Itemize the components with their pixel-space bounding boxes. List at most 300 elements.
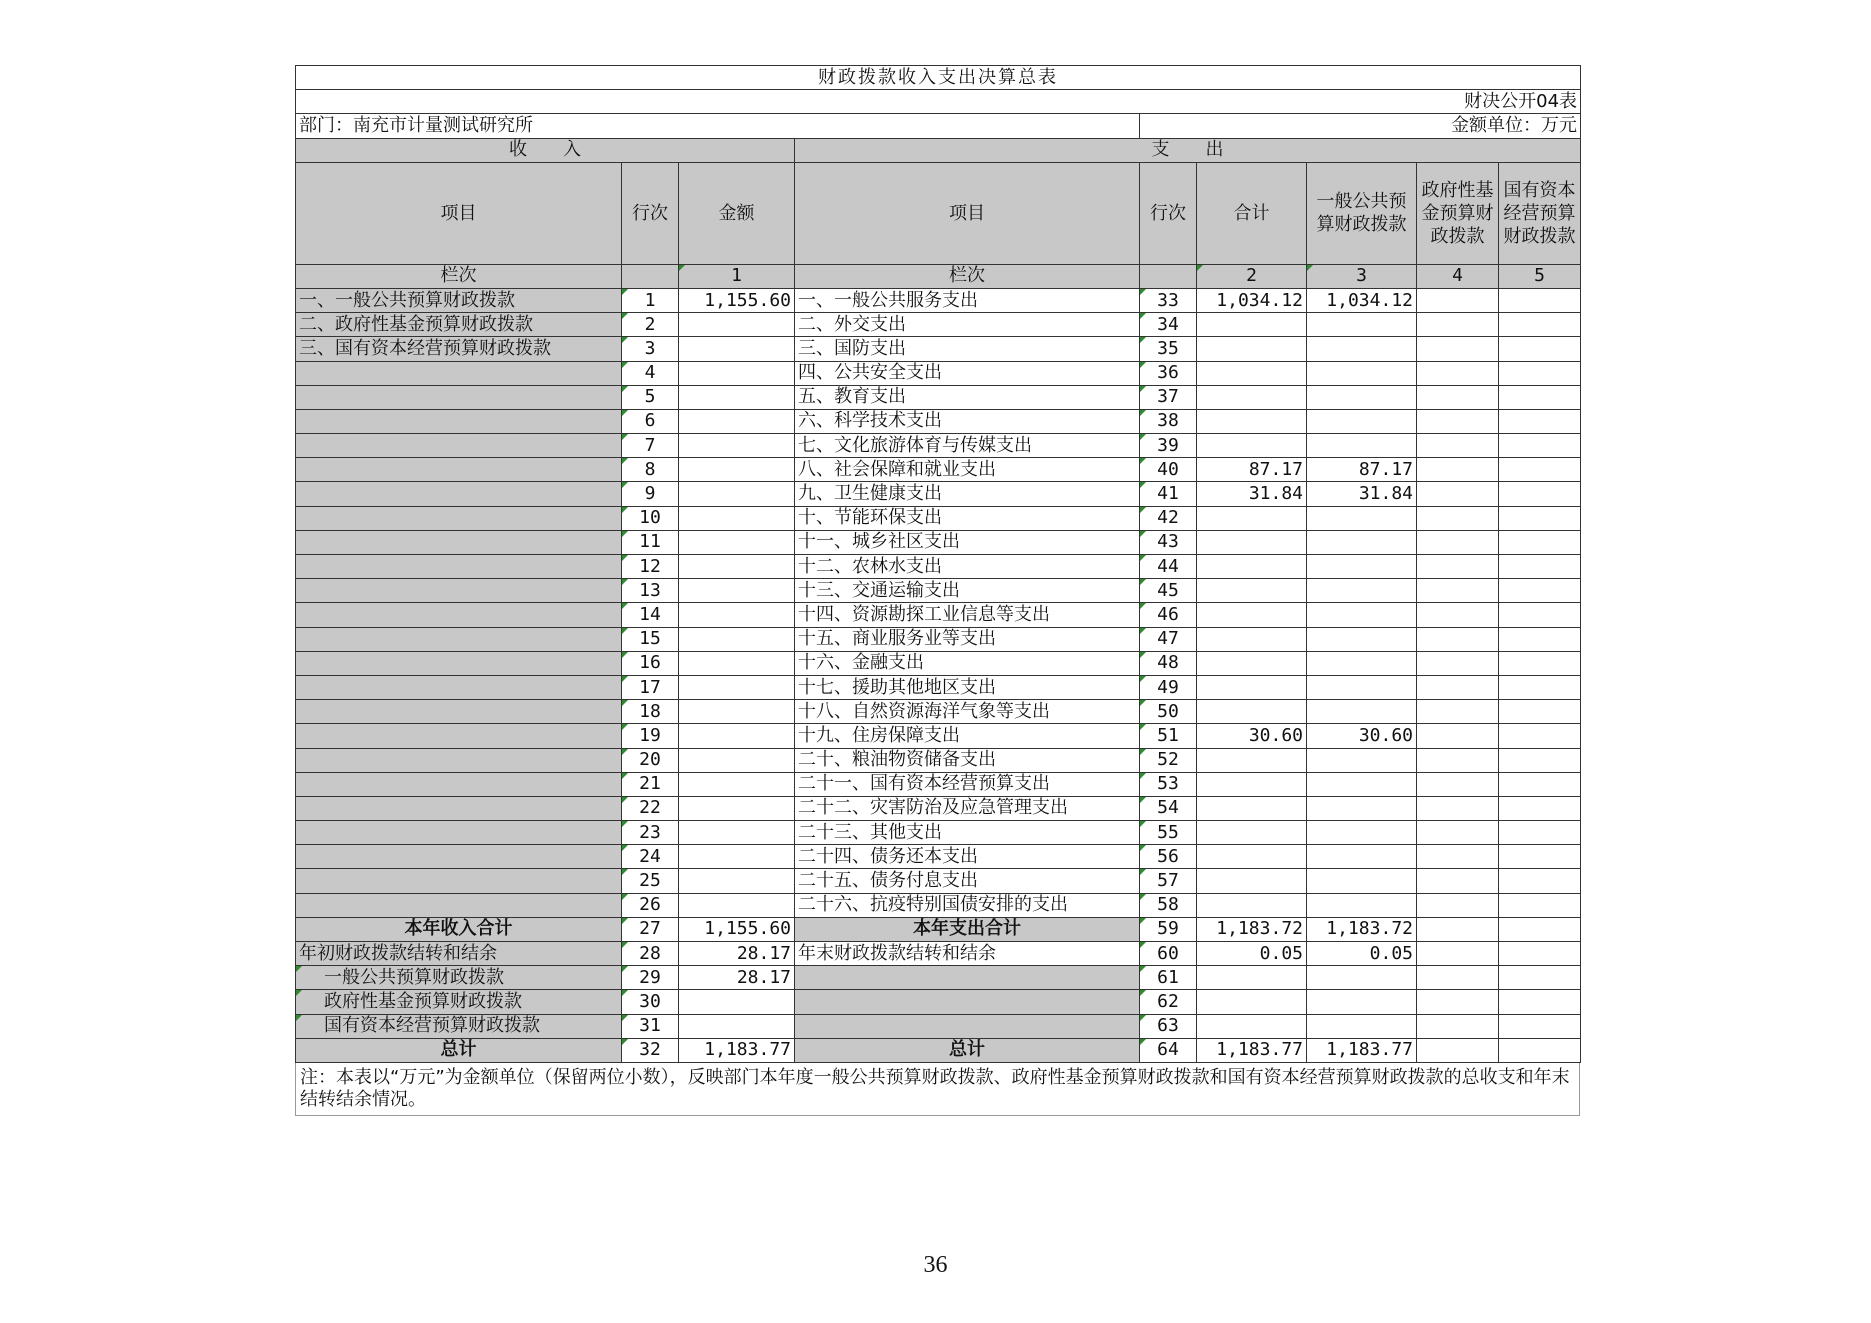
table-note: 注：本表以“万元”为金额单位（保留两位小数），反映部门本年度一般公共预算财政拨款、政府性基金预算财政拨款和国有资本经营预算财政拨款的总收支和年末结转结余情况。: [295, 1063, 1580, 1116]
general-budget-amount: [1307, 966, 1417, 990]
expense-summary-item: 本年支出合计: [795, 917, 1140, 941]
expense-item: 四、公共安全支出: [795, 361, 1140, 385]
general-budget-amount: [1307, 385, 1417, 409]
table-row: [296, 288, 1581, 312]
state-capital-amount: [1499, 313, 1581, 337]
gov-fund-amount: [1417, 651, 1499, 675]
expense-total: [1197, 966, 1307, 990]
expense-item: 二、外交支出: [795, 313, 1140, 337]
gov-fund-amount: [1417, 361, 1499, 385]
gov-fund-amount: [1417, 313, 1499, 337]
general-budget-amount: [1307, 1014, 1417, 1038]
expense-total-header: 合计: [1197, 162, 1307, 264]
expense-total: [1197, 603, 1307, 627]
state-capital-amount: [1499, 627, 1581, 651]
expense-line: 52: [1140, 748, 1197, 772]
state-capital-amount: [1499, 942, 1581, 966]
gov-fund-amount: [1417, 579, 1499, 603]
gov-fund-amount: [1417, 458, 1499, 482]
income-line: 1: [622, 288, 679, 312]
general-budget-amount: [1307, 821, 1417, 845]
state-capital-amount: [1499, 651, 1581, 675]
table-row: [296, 482, 1581, 506]
income-item: 三、国有资本经营预算财政拨款: [296, 337, 622, 361]
table-row: [296, 821, 1581, 845]
expense-line: 45: [1140, 579, 1197, 603]
income-item: [296, 627, 622, 651]
state-capital-amount: [1499, 821, 1581, 845]
general-budget-amount: [1307, 796, 1417, 820]
column-index-cell: [1140, 264, 1197, 288]
state-capital-amount: [1499, 1038, 1581, 1062]
expense-line: 51: [1140, 724, 1197, 748]
page-number: 36: [923, 1252, 948, 1278]
income-item: [296, 482, 622, 506]
expense-item: 二十二、灾害防治及应急管理支出: [795, 796, 1140, 820]
expense-total: [1197, 361, 1307, 385]
income-summary-item: 国有资本经营预算财政拨款: [296, 1014, 622, 1038]
expense-line: 50: [1140, 700, 1197, 724]
expense-line: 46: [1140, 603, 1197, 627]
income-amount: 1,155.60: [679, 288, 795, 312]
state-capital-amount: [1499, 748, 1581, 772]
income-item: [296, 434, 622, 458]
report-sheet: [295, 65, 1580, 1116]
expense-item: 九、卫生健康支出: [795, 482, 1140, 506]
expense-item: 十七、援助其他地区支出: [795, 675, 1140, 699]
gov-fund-amount: [1417, 409, 1499, 433]
income-item: [296, 796, 622, 820]
state-capital-amount: [1499, 482, 1581, 506]
gov-fund-amount: [1417, 337, 1499, 361]
income-item: 二、政府性基金预算财政拨款: [296, 313, 622, 337]
state-capital-amount: [1499, 869, 1581, 893]
table-row: [296, 530, 1581, 554]
income-summary-item: 政府性基金预算财政拨款: [296, 990, 622, 1014]
gov-fund-amount: [1417, 942, 1499, 966]
general-budget-amount: [1307, 361, 1417, 385]
expense-item: 六、科学技术支出: [795, 409, 1140, 433]
general-budget-amount: 1,034.12: [1307, 288, 1417, 312]
gov-fund-amount: [1417, 434, 1499, 458]
gov-fund-header: 政府性基金预算财政拨款: [1417, 162, 1499, 264]
expense-section-header: 支 出: [795, 138, 1581, 162]
income-item: [296, 361, 622, 385]
expense-total: [1197, 748, 1307, 772]
income-amount: [679, 361, 795, 385]
expense-item: 八、社会保障和就业支出: [795, 458, 1140, 482]
expense-line: 40: [1140, 458, 1197, 482]
expense-line: 53: [1140, 772, 1197, 796]
state-capital-amount: [1499, 893, 1581, 917]
gov-fund-amount: [1417, 555, 1499, 579]
income-amount: [679, 313, 795, 337]
income-item: [296, 772, 622, 796]
summary-row: [296, 917, 1581, 941]
report-title: 财政拨款收入支出决算总表: [296, 66, 1581, 90]
expense-item: 十六、金融支出: [795, 651, 1140, 675]
income-line: 28: [622, 942, 679, 966]
expense-line: 49: [1140, 675, 1197, 699]
gov-fund-amount: [1417, 748, 1499, 772]
income-amount: [679, 675, 795, 699]
income-amount: 1,155.60: [679, 917, 795, 941]
expense-line: 56: [1140, 845, 1197, 869]
income-amount: [679, 579, 795, 603]
expense-total: [1197, 627, 1307, 651]
income-line: 14: [622, 603, 679, 627]
expense-line: 42: [1140, 506, 1197, 530]
income-section-header: 收 入: [296, 138, 795, 162]
income-item: [296, 748, 622, 772]
gov-fund-amount: [1417, 845, 1499, 869]
gov-fund-amount: [1417, 869, 1499, 893]
expense-total: [1197, 675, 1307, 699]
income-line: 13: [622, 579, 679, 603]
income-amount: [679, 700, 795, 724]
income-amount: [679, 506, 795, 530]
general-budget-amount: [1307, 869, 1417, 893]
income-line: 9: [622, 482, 679, 506]
expense-line: 59: [1140, 917, 1197, 941]
income-summary-item: 本年收入合计: [296, 917, 622, 941]
income-line: 30: [622, 990, 679, 1014]
expense-total: [1197, 845, 1307, 869]
income-item: [296, 869, 622, 893]
general-budget-amount: 30.60: [1307, 724, 1417, 748]
expense-line: 55: [1140, 821, 1197, 845]
expense-line: 41: [1140, 482, 1197, 506]
state-capital-header: 国有资本经营预算财政拨款: [1499, 162, 1581, 264]
table-row: [296, 506, 1581, 530]
expense-total: [1197, 313, 1307, 337]
income-amount: [679, 869, 795, 893]
expense-item: 七、文化旅游体育与传媒支出: [795, 434, 1140, 458]
expense-item-header: 项目: [795, 162, 1140, 264]
table-row: [296, 434, 1581, 458]
expense-summary-item: [795, 990, 1140, 1014]
state-capital-amount: [1499, 555, 1581, 579]
expense-item: 十八、自然资源海洋气象等支出: [795, 700, 1140, 724]
expense-total: [1197, 893, 1307, 917]
expense-item: 十、节能环保支出: [795, 506, 1140, 530]
income-line: 18: [622, 700, 679, 724]
income-line: 11: [622, 530, 679, 554]
income-amount: [679, 772, 795, 796]
income-amount: [679, 651, 795, 675]
expense-line: 35: [1140, 337, 1197, 361]
income-line: 31: [622, 1014, 679, 1038]
income-summary-item: 一般公共预算财政拨款: [296, 966, 622, 990]
gov-fund-amount: [1417, 603, 1499, 627]
table-row: [296, 845, 1581, 869]
general-budget-amount: [1307, 845, 1417, 869]
unit-label: 金额单位：万元: [1140, 114, 1581, 138]
general-budget-amount: [1307, 700, 1417, 724]
income-item: [296, 603, 622, 627]
expense-total: [1197, 337, 1307, 361]
expense-line: 62: [1140, 990, 1197, 1014]
gov-fund-amount: [1417, 627, 1499, 651]
table-row: [296, 772, 1581, 796]
general-budget-amount: [1307, 651, 1417, 675]
state-capital-amount: [1499, 288, 1581, 312]
income-line: 22: [622, 796, 679, 820]
expense-item: 一、一般公共服务支出: [795, 288, 1140, 312]
income-amount: [679, 1014, 795, 1038]
state-capital-amount: [1499, 917, 1581, 941]
income-amount: [679, 458, 795, 482]
income-line: 3: [622, 337, 679, 361]
expense-item: 十二、农林水支出: [795, 555, 1140, 579]
income-line: 6: [622, 409, 679, 433]
income-item: 一、一般公共预算财政拨款: [296, 288, 622, 312]
gov-fund-amount: [1417, 917, 1499, 941]
income-line: 25: [622, 869, 679, 893]
gov-fund-amount: [1417, 966, 1499, 990]
expense-total: [1197, 385, 1307, 409]
summary-row: [296, 966, 1581, 990]
expense-total: 1,183.77: [1197, 1038, 1307, 1062]
income-item: [296, 700, 622, 724]
expense-summary-item: [795, 1014, 1140, 1038]
expense-total: [1197, 869, 1307, 893]
income-line: 20: [622, 748, 679, 772]
gov-fund-amount: [1417, 675, 1499, 699]
income-line: 10: [622, 506, 679, 530]
column-index-cell: [622, 264, 679, 288]
table-row: [296, 313, 1581, 337]
department-label: 部门：南充市计量测试研究所: [296, 114, 1140, 138]
table-row: [296, 627, 1581, 651]
expense-summary-item: 总计: [795, 1038, 1140, 1062]
income-summary-item: 总计: [296, 1038, 622, 1062]
table-row: [296, 869, 1581, 893]
income-amount: 28.17: [679, 966, 795, 990]
expense-item: 二十三、其他支出: [795, 821, 1140, 845]
expense-item: 三、国防支出: [795, 337, 1140, 361]
income-item: [296, 845, 622, 869]
income-amount-header: 金额: [679, 162, 795, 264]
expense-total: [1197, 579, 1307, 603]
gov-fund-amount: [1417, 1038, 1499, 1062]
income-line: 16: [622, 651, 679, 675]
state-capital-amount: [1499, 579, 1581, 603]
state-capital-amount: [1499, 796, 1581, 820]
expense-line: 63: [1140, 1014, 1197, 1038]
expense-total: [1197, 434, 1307, 458]
expense-line: 44: [1140, 555, 1197, 579]
table-row: [296, 579, 1581, 603]
gov-fund-amount: [1417, 288, 1499, 312]
income-line: 7: [622, 434, 679, 458]
state-capital-amount: [1499, 434, 1581, 458]
column-index-3: 3: [1307, 264, 1417, 288]
expense-line: 48: [1140, 651, 1197, 675]
table-row: [296, 675, 1581, 699]
expense-total: [1197, 796, 1307, 820]
expense-item: 二十四、债务还本支出: [795, 845, 1140, 869]
general-budget-amount: 1,183.77: [1307, 1038, 1417, 1062]
general-budget-amount: [1307, 337, 1417, 361]
expense-item: 二十五、债务付息支出: [795, 869, 1140, 893]
expense-line: 64: [1140, 1038, 1197, 1062]
gov-fund-amount: [1417, 506, 1499, 530]
general-budget-amount: [1307, 893, 1417, 917]
income-amount: [679, 337, 795, 361]
table-row: [296, 555, 1581, 579]
table-row: [296, 796, 1581, 820]
expense-total: [1197, 530, 1307, 554]
gov-fund-amount: [1417, 821, 1499, 845]
expense-line: 60: [1140, 942, 1197, 966]
state-capital-amount: [1499, 1014, 1581, 1038]
table-row: [296, 893, 1581, 917]
column-index-label-2: 栏次: [795, 264, 1140, 288]
table-row: [296, 724, 1581, 748]
expense-line: 58: [1140, 893, 1197, 917]
expense-total: [1197, 821, 1307, 845]
expense-line: 57: [1140, 869, 1197, 893]
state-capital-amount: [1499, 385, 1581, 409]
general-budget-amount: [1307, 506, 1417, 530]
general-budget-amount: [1307, 530, 1417, 554]
gov-fund-amount: [1417, 893, 1499, 917]
state-capital-amount: [1499, 700, 1581, 724]
state-capital-amount: [1499, 724, 1581, 748]
table-row: [296, 603, 1581, 627]
gov-fund-amount: [1417, 530, 1499, 554]
income-line: 32: [622, 1038, 679, 1062]
income-line: 23: [622, 821, 679, 845]
general-budget-header: 一般公共预算财政拨款: [1307, 162, 1417, 264]
general-budget-amount: [1307, 772, 1417, 796]
income-amount: [679, 990, 795, 1014]
general-budget-amount: 0.05: [1307, 942, 1417, 966]
general-budget-amount: [1307, 409, 1417, 433]
state-capital-amount: [1499, 458, 1581, 482]
state-capital-amount: [1499, 675, 1581, 699]
general-budget-amount: [1307, 627, 1417, 651]
column-index-label: 栏次: [296, 264, 622, 288]
state-capital-amount: [1499, 337, 1581, 361]
expense-total: [1197, 651, 1307, 675]
expense-summary-item: 年末财政拨款结转和结余: [795, 942, 1140, 966]
summary-row: [296, 1014, 1581, 1038]
general-budget-amount: [1307, 434, 1417, 458]
report-table: [295, 65, 1581, 1063]
expense-total: 1,034.12: [1197, 288, 1307, 312]
income-amount: [679, 627, 795, 651]
gov-fund-amount: [1417, 385, 1499, 409]
income-line: 19: [622, 724, 679, 748]
income-amount: [679, 434, 795, 458]
income-amount: [679, 893, 795, 917]
income-item: [296, 555, 622, 579]
expense-item: 二十六、抗疫特别国债安排的支出: [795, 893, 1140, 917]
general-budget-amount: 31.84: [1307, 482, 1417, 506]
general-budget-amount: [1307, 675, 1417, 699]
state-capital-amount: [1499, 603, 1581, 627]
form-code: 财决公开04表: [296, 90, 1581, 114]
expense-total: [1197, 555, 1307, 579]
expense-total: 0.05: [1197, 942, 1307, 966]
expense-item: 十九、住房保障支出: [795, 724, 1140, 748]
general-budget-amount: [1307, 555, 1417, 579]
state-capital-amount: [1499, 772, 1581, 796]
state-capital-amount: [1499, 990, 1581, 1014]
expense-total: 87.17: [1197, 458, 1307, 482]
income-amount: [679, 796, 795, 820]
expense-total: [1197, 506, 1307, 530]
table-row: [296, 458, 1581, 482]
gov-fund-amount: [1417, 990, 1499, 1014]
state-capital-amount: [1499, 966, 1581, 990]
income-item: [296, 409, 622, 433]
expense-summary-item: [795, 966, 1140, 990]
state-capital-amount: [1499, 506, 1581, 530]
gov-fund-amount: [1417, 482, 1499, 506]
income-amount: [679, 530, 795, 554]
expense-line: 43: [1140, 530, 1197, 554]
general-budget-amount: [1307, 313, 1417, 337]
state-capital-amount: [1499, 530, 1581, 554]
income-item: [296, 579, 622, 603]
income-amount: [679, 603, 795, 627]
expense-total: [1197, 990, 1307, 1014]
gov-fund-amount: [1417, 700, 1499, 724]
summary-row: [296, 990, 1581, 1014]
expense-line: 34: [1140, 313, 1197, 337]
column-index-5: 5: [1499, 264, 1581, 288]
table-row: [296, 409, 1581, 433]
expense-item: 十三、交通运输支出: [795, 579, 1140, 603]
income-line: 5: [622, 385, 679, 409]
income-item-header: 项目: [296, 162, 622, 264]
income-amount: 28.17: [679, 942, 795, 966]
general-budget-amount: [1307, 579, 1417, 603]
income-amount: [679, 845, 795, 869]
income-item: [296, 893, 622, 917]
column-index-2: 2: [1197, 264, 1307, 288]
expense-total: 31.84: [1197, 482, 1307, 506]
expense-line: 33: [1140, 288, 1197, 312]
expense-item: 十四、资源勘探工业信息等支出: [795, 603, 1140, 627]
income-item: [296, 724, 622, 748]
income-amount: 1,183.77: [679, 1038, 795, 1062]
income-line: 17: [622, 675, 679, 699]
expense-line: 61: [1140, 966, 1197, 990]
income-line: 2: [622, 313, 679, 337]
expense-item: 二十、粮油物资储备支出: [795, 748, 1140, 772]
column-index-4: 4: [1417, 264, 1499, 288]
income-summary-item: 年初财政拨款结转和结余: [296, 942, 622, 966]
income-item: [296, 821, 622, 845]
income-amount: [679, 482, 795, 506]
general-budget-amount: [1307, 748, 1417, 772]
income-line: 8: [622, 458, 679, 482]
income-item: [296, 675, 622, 699]
state-capital-amount: [1499, 845, 1581, 869]
gov-fund-amount: [1417, 724, 1499, 748]
table-row: [296, 337, 1581, 361]
gov-fund-amount: [1417, 796, 1499, 820]
table-row: [296, 651, 1581, 675]
gov-fund-amount: [1417, 772, 1499, 796]
income-line: 15: [622, 627, 679, 651]
income-line: 4: [622, 361, 679, 385]
expense-total: 30.60: [1197, 724, 1307, 748]
